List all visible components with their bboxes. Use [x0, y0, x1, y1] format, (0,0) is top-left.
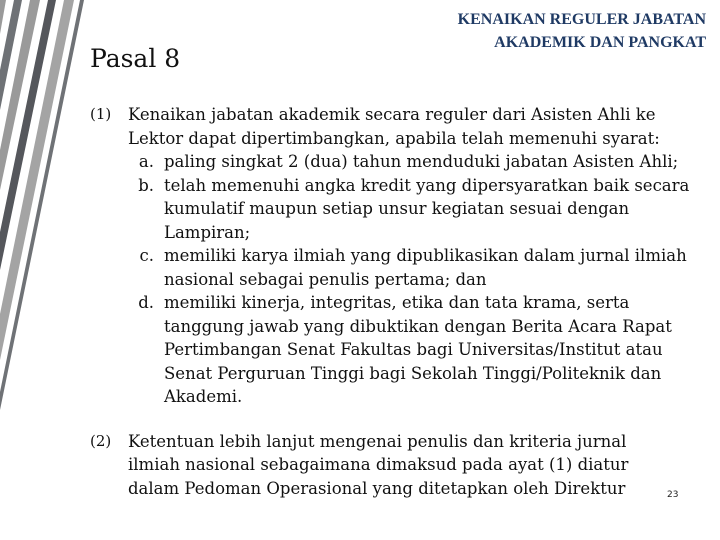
list-item-letter: a.	[138, 152, 154, 171]
list-item-text: memiliki karya ilmiah yang dipublikasikan dalam jurnal ilmiah nasional sebagai penulis pertama; dan	[164, 246, 687, 289]
decorative-diagonal-stripes	[0, 0, 100, 540]
article-number: Pasal 8	[90, 44, 181, 73]
list-item-b	[128, 174, 690, 245]
paragraph-spacer	[90, 409, 690, 430]
list-item-text: telah memenuhi angka kredit yang dipersyaratkan baik secara kumulatif maupun setiap unsur kegiatan sesuai dengan Lampiran;	[164, 175, 690, 242]
list-item-a	[128, 150, 690, 174]
section-heading	[376, 8, 706, 54]
article-content	[90, 103, 690, 500]
paragraph-1	[90, 103, 690, 409]
heading-line-1: KENAIKAN REGULER JABATAN	[457, 11, 706, 28]
list-item-text: paling singkat 2 (dua) tahun menduduki jabatan Asisten Ahli;	[164, 152, 679, 171]
paragraph-number: (1)	[90, 105, 112, 123]
list-item-letter: c.	[139, 246, 154, 265]
list-item-letter: b.	[138, 175, 154, 195]
paragraph-text: Ketentuan lebih lanjut mengenai penulis dan kriteria jurnal ilmiah nasional sebagaimana dimaksud pada ayat (1) diatur dalam Pedoman Operasional yang ditetapkan oleh Direktur	[128, 431, 629, 498]
list-item-letter: d.	[138, 293, 154, 312]
list-item-c	[128, 244, 690, 291]
paragraph-number: (2)	[90, 431, 112, 450]
list-item-d	[128, 291, 690, 409]
paragraph-2	[90, 430, 648, 501]
heading-line-2: AKADEMIK DAN PANGKAT	[494, 34, 706, 51]
paragraph-text: Kenaikan jabatan akademik secara reguler dari Asisten Ahli ke Lektor dapat dipertimbangkan, apabila telah memenuhi syarat:	[128, 105, 660, 148]
page-number: 23	[667, 490, 679, 500]
list-item-text: memiliki kinerja, integritas, etika dan tata krama, serta tanggung jawab yang dibuktikan dengan Berita Acara Rapat Pertimbangan Senat Fakultas bagi Universitas/Institut atau Senat Perguruan Tinggi bagi Sekolah Tinggi/Politeknik dan Akademi.	[164, 293, 672, 406]
